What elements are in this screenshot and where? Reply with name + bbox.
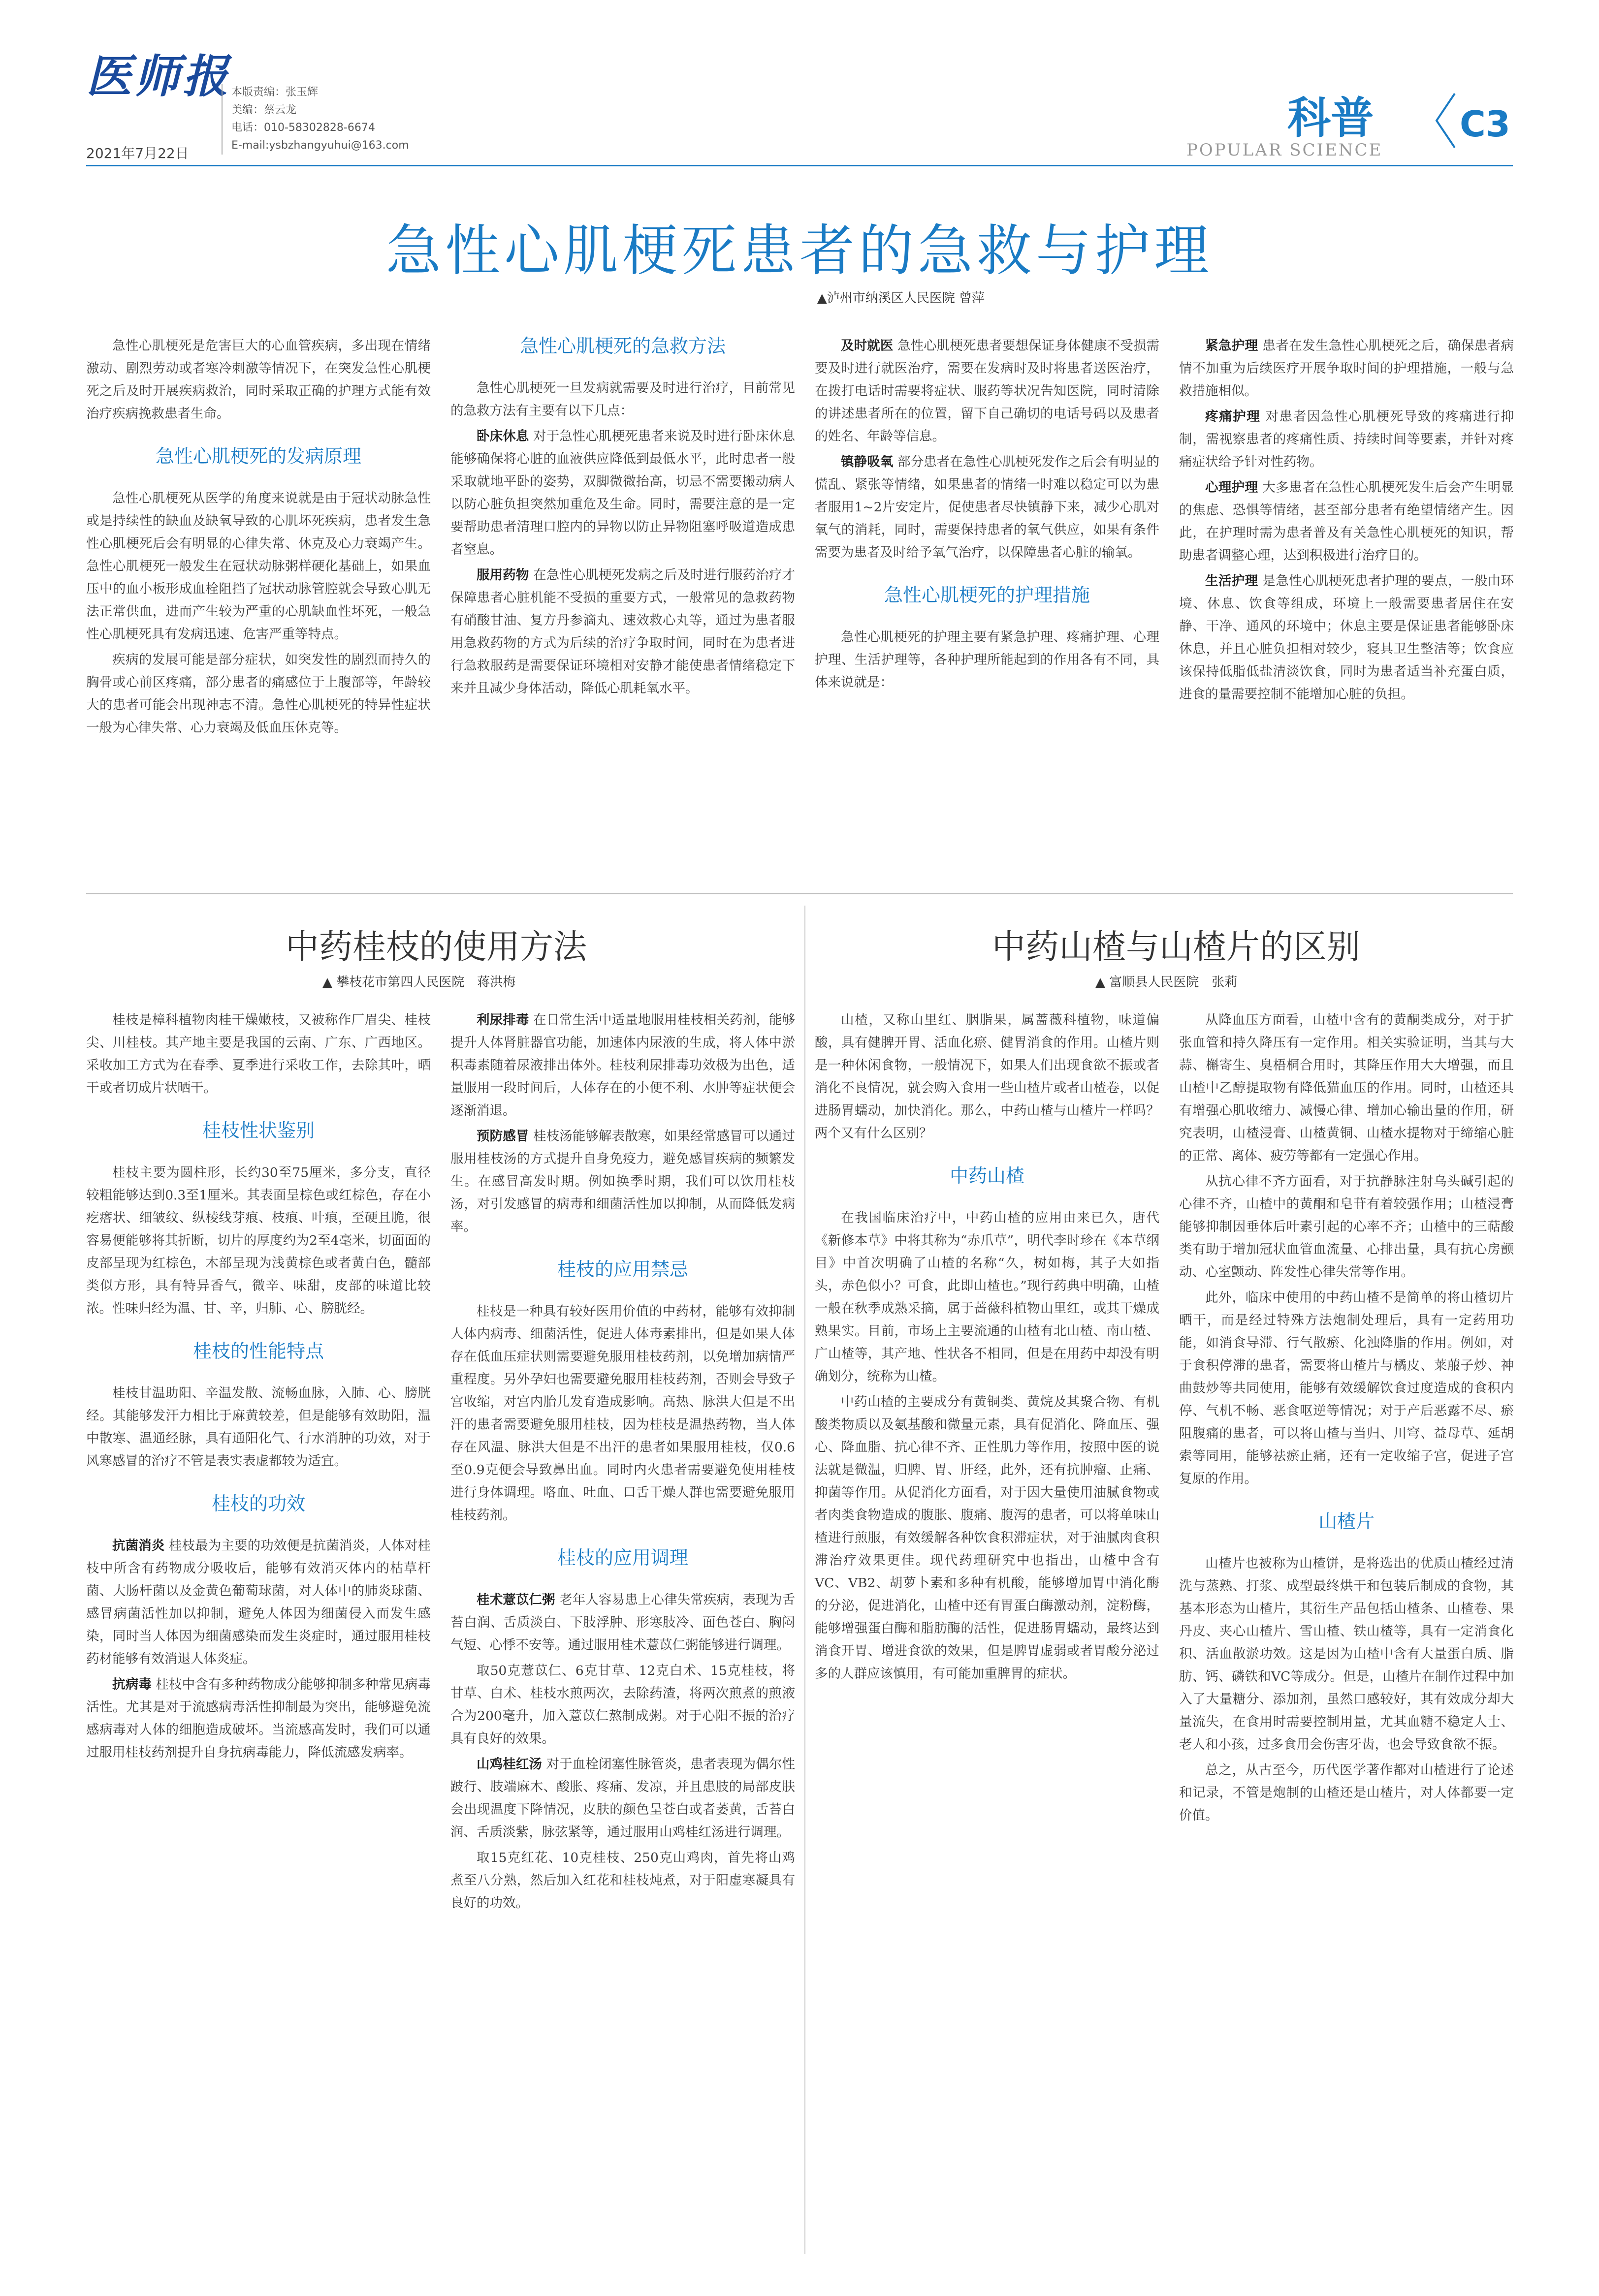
keyword: 利尿排毒 <box>477 1012 529 1028</box>
paragraph: 从抗心律不齐方面看，对于抗静脉注射乌头碱引起的心律不齐，山楂中的黄酮和皂苷有着较强作用；山楂浸膏能够抑制因垂体后叶素引起的心率不齐；山楂中的三萜酸类有助于增加冠状血管血流量、心排出量，具有抗心房颤动、心室颤动、阵发性心律失常等作用。 <box>1179 1174 1514 1280</box>
article-byline: ▲ 富顺县人民医院 张莉 <box>1095 975 1238 990</box>
issue-date: 2021年7月22日 <box>86 145 189 161</box>
article-title: 中药山楂与山楂片的区别 <box>992 928 1361 967</box>
keyword: 桂术薏苡仁粥 <box>477 1592 555 1607</box>
editor-info-line: 电话：010-58302828-6674 <box>231 122 375 134</box>
keyword: 预防感冒 <box>477 1129 529 1144</box>
paragraph <box>450 1589 795 1657</box>
paragraph <box>450 1009 795 1122</box>
paragraph: 急性心肌梗死是危害巨大的心血管疾病，多出现在情绪激动、剧烈劳动或者寒冷刺激等情况下，在突发急性心肌梗死之后及时开展疾病救治，同时采取正确的护理方式能有效治疗疾病挽救患者生命。 <box>86 338 431 421</box>
paragraph: 桂枝甘温助阳、辛温发散、流畅血脉，入肺、心、膀胱经。其能够发汗力相比于麻黄较差，但是能够有效助阳，温中散寒、温通经脉，具有通阳化气、行水消肿的功效，对于风寒感冒的治疗不管是表实表虚都较为适宜。 <box>86 1385 431 1469</box>
article-byline: ▲泸州市纳溪区人民医院 曾萍 <box>817 291 985 306</box>
section-name-en: POPULAR SCIENCE <box>1186 140 1383 160</box>
section-heading: 山楂片 <box>1318 1510 1375 1532</box>
keyword: 抗菌消炎 <box>112 1538 165 1553</box>
paragraph <box>86 1673 431 1764</box>
paragraph-text: 在日常生活中适量地服用桂枝相关药剂，能够提升人体肾脏器官功能，加速体内尿液的生成，将人体中淤积毒素随着尿液排出体外。桂枝利尿排毒功效极为出色，适量服用一段时间后，人体存在的小便不利、水肿等症状便会逐渐消退。 <box>450 1012 795 1118</box>
paragraph: 山楂，又称山里红、胭脂果，属蔷薇科植物，味道偏酸，具有健脾开胃、活血化瘀、健胃消食的作用。山楂片则是一种休闲食物，一般情况下，如果人们出现食欲不振或者消化不良情况，就会购入食用一些山楂片或者山楂卷，以促进肠胃蠕动，加快消化。那么，中药山楂与山楂片一样吗？两个又有什么区别？ <box>815 1012 1159 1141</box>
paragraph: 取50克薏苡仁、6克甘草、12克白术、15克桂枝，将甘草、白术、桂枝水煎两次，去除药渣，将两次煎煮的煎液合为200毫升，加入薏苡仁熬制成粥。对于心阳不振的治疗具有良好的效果。 <box>450 1663 795 1746</box>
paragraph-text: 对于急性心肌梗死患者来说及时进行卧床休息能够确保将心脏的血液供应降低到最低水平，此时患者一般采取就地平卧的姿势，双脚微微抬高，切忌不需要搬动病人以防心脏负担突然加重危及生命。同时，需要注意的是一定要帮助患者清理口腔内的异物以防止异物阻塞呼吸道造成患者窒息。 <box>450 429 795 557</box>
paragraph: 桂枝是樟科植物肉桂干燥嫩枝，又被称作厂眉尖、桂枝尖、川桂枝。其产地主要是我国的云南、广东、广西地区。采收加工方式为在春季、夏季进行采收工作，去除其叶，晒干或者切成片状晒干。 <box>86 1012 431 1096</box>
paragraph: 急性心肌梗死从医学的角度来说就是由于冠状动脉急性或是持续性的缺血及缺氧导致的心肌坏死疾病，患者发生急性心肌梗死后会有明显的心律失常、休克及心力衰竭产生。急性心肌梗死一般发生在冠状动脉粥样硬化基础上，如果血压中的血小板形成血栓阻挡了冠状动脉管腔就会导致心肌无法正常供血，进而产生较为严重的心肌缺血性坏死，一般急性心肌梗死具有发病迅速、危害严重等特点。 <box>86 491 431 642</box>
paragraph: 在我国临床治疗中，中药山楂的应用由来已久，唐代《新修本草》中将其称为“赤爪草”，明代李时珍在《本草纲目》中首次明确了山楂的名称“久，树如梅，其子大如指头，赤色似小？可食，此即山楂也。”现行药典中明确，山楂一般在秋季成熟采摘，属于蔷薇科植物山里红，或其干燥成熟果实。目前，市场上主要流通的山楂有北山楂、南山楂、广山楂等，其产地、性状各不相同，但是在用药中却没有明确划分，统称为山楂。 <box>815 1210 1159 1384</box>
keyword: 疼痛护理 <box>1205 409 1261 424</box>
section-heading: 桂枝的功效 <box>211 1493 305 1514</box>
paragraph <box>86 1535 431 1670</box>
paragraph-text: 桂枝汤能够解表散寒，如果经常感冒可以通过服用桂枝汤的方式提升自身免疫力，避免感冒疾病的频繁发生。在感冒高发时期。例如换季时期，我们可以饮用桂枝汤，对引发感冒的病毒和细菌活性加以抑制，从而降低发病率。 <box>450 1129 795 1234</box>
paragraph-text: 桂枝中含有多种药物成分能够抑制多种常见病毒活性。尤其是对于流感病毒活性抑制最为突出，能够避免流感病毒对人体的细胞造成破坏。当流感高发时，我们可以通过服用桂枝药剂提升自身抗病毒能力，降低流感发病率。 <box>86 1677 431 1760</box>
paragraph: 取15克红花、10克桂枝、250克山鸡肉，首先将山鸡煮至八分熟，然后加入红花和桂枝炖煮，对于阳虚寒凝具有良好的功效。 <box>450 1850 795 1911</box>
keyword: 生活护理 <box>1205 573 1258 589</box>
paragraph-text: 大多患者在急性心肌梗死发生后会产生明显的焦虑、恐惧等情绪，甚至部分患者有绝望情绪产生。因此，在护理时需为患者普及有关急性心肌梗死的知识，帮助患者调整心理，达到积极进行治疗目的。 <box>1179 480 1514 563</box>
paragraph: 疾病的发展可能是部分症状，如突发性的剧烈而持久的胸骨或心前区疼痛，部分患者的痛感位于上腹部等，年龄较大的患者可能会出现神志不清。急性心肌梗死的特异性症状一般为心律失常、心力衰竭及低血压休克等。 <box>86 652 431 735</box>
section-heading: 桂枝的性能特点 <box>192 1340 324 1362</box>
paragraph-text: 患者在发生急性心肌梗死之后，确保患者病情不加重为后续医疗开展争取时间的护理措施，一般与急救措施相似。 <box>1179 338 1514 399</box>
article-title: 急性心肌梗死患者的急救与护理 <box>386 219 1213 283</box>
section-heading: 急性心肌梗死的急救方法 <box>519 335 726 357</box>
paragraph: 中药山楂的主要成分有黄铜类、黄烷及其聚合物、有机酸类物质以及氨基酸和微量元素，具有促消化、降血压、强心、降血脂、抗心律不齐、正性肌力等作用，按照中医的说法就是微温，归脾、胃、肝经，此外，还有抗肿瘤、止痛、抑菌等作用。从促消化方面看，对于因大量使用油腻食物或者肉类食物造成的腹胀、腹痛、腹泻的患者，可以将单味山楂进行煎服，有效缓解各种饮食积滞症状，对于油腻肉食积滞治疗效果更佳。现代药理研究中也指出，山楂中含有VC、VB2、胡萝卜素和多种有机酸，能够增加胃中消化酶的分泌，促进消化，山楂中还有胃蛋白酶激动剂，淀粉酶，能够增强蛋白酶和脂肪酶的活性，促进肠胃蠕动，最终达到消食开胃、增进食欲的效果，但是脾胃虚弱或者胃酸分泌过多的人群应该慎用，有可能加重脾胃的症状。 <box>815 1394 1159 1681</box>
article-column <box>86 1009 431 1767</box>
paragraph <box>1179 335 1514 403</box>
paragraph <box>1179 406 1514 473</box>
keyword: 山鸡桂红汤 <box>477 1757 543 1772</box>
section-heading: 急性心肌梗死的发病原理 <box>155 445 361 467</box>
section-heading: 桂枝的应用禁忌 <box>557 1258 688 1280</box>
section-heading: 急性心肌梗死的护理措施 <box>884 584 1090 606</box>
paragraph <box>1179 476 1514 567</box>
section-heading: 桂枝的应用调理 <box>557 1547 688 1569</box>
article-column <box>450 335 795 703</box>
paragraph-text: 在急性心肌梗死发病之后及时进行服药治疗才保障患者心脏机能不受损的重要方式，一般常见的急救药物有硝酸甘油、复方丹参滴丸、速效救心丸等，通过为患者服用急救药物的方式为后续的治疗争取时间，同时在为患者进行急救服药是需要保证环境相对安静才能使患者情绪稳定下来并且减少身体活动，降低心肌耗氧水平。 <box>450 567 795 696</box>
paragraph: 桂枝主要为圆柱形，长约30至75厘米，多分支，直径较粗能够达到0.3至1厘米。其表面呈棕色或红棕色，存在小疙瘩状、细皱纹、纵棱线芽痕、枝痕、叶痕，至硬且脆，很容易便能够将其折断，切片的厚度约为2至4毫米，切面面的皮部呈现为红棕色，木部呈现为浅黄棕色或者黄白色，髓部类似方形，具有特异香气，微辛、味甜，皮部的味道比较浓。性味归经为温、甘、辛，归肺、心、膀胱经。 <box>86 1165 431 1316</box>
article-column <box>815 335 1159 697</box>
article-byline: ▲ 攀枝花市第四人民医院 蒋洪梅 <box>322 975 516 990</box>
keyword: 心理护理 <box>1205 480 1258 495</box>
paragraph: 从降血压方面看，山楂中含有的黄酮类成分，对于扩张血管和持久降压有一定作用。相关实验证明，当其与大蒜、槲寄生、臭梧桐合用时，其降压作用大大增强，而且山楂中乙醇提取物有降低猫血压的作用。同时，山楂还具有增强心肌收缩力、减慢心律、增加心输出量的作用，研究表明，山楂浸膏、山楂黄铜、山楂水提物对于缔缩心脏的正常、离体、疲劳等都有一定强心作用。 <box>1179 1012 1514 1164</box>
paragraph: 桂枝是一种具有较好医用价值的中药材，能够有效抑制人体内病毒、细菌活性，促进人体毒素排出，但是如果人体存在低血压症状则需要避免服用桂枝药剂，以免增加病情严重程度。另外孕妇也需要避免服用桂枝药剂，否则会导致子宫收缩，对宫内胎儿发育造成影响。高热、脉洪大但是不出汗的患者需要避免服用桂枝，因为桂枝是温热药物，当人体存在风温、脉洪大但是不出汗的患者如果服用桂枝，仅0.6至0.9克便会导致鼻出血。同时内火患者需要避免使用桂枝进行身体调理。咯血、吐血、口舌干燥人群也需要避免服用桂枝药剂。 <box>450 1304 795 1523</box>
article-column <box>1179 1009 1514 1830</box>
paragraph-text: 老年人容易患上心律失常疾病，表现为舌苔白润、舌质淡白、下肢浮肿、形寒肢冷、面色苍白、胸闷气短、心悸不安等。通过服用桂术薏苡仁粥能够进行调理。 <box>450 1592 795 1653</box>
paragraph: 急性心肌梗死一旦发病就需要及时进行治疗，目前常见的急救方法有主要有以下几点： <box>450 380 795 418</box>
paragraph <box>815 335 1159 448</box>
page-number: C3 <box>1460 103 1510 145</box>
editor-info-line: 美编：蔡云龙 <box>231 104 297 116</box>
paragraph-text: 急性心肌梗死患者要想保证身体健康不受损需要及时进行就医治疗，需要在发病时及时将患者送医治疗，在拨打电话时需要将症状、服药等状况告知医院，同时清除的讲述患者所在的位置，留下自己确切的电话号码以及患者的姓名、年龄等信息。 <box>815 338 1159 444</box>
paragraph: 山楂片也被称为山楂饼，是将选出的优质山楂经过清洗与蒸熟、打浆、成型最终烘干和包装后制成的食物，其基本形态为山楂片，其衍生产品包括山楂条、山楂卷、果丹皮、夹心山楂片、雪山楂、铁山楂等，具有一定消食化积、活血散淤功效。这是因为山楂中含有大量蛋白质、脂肪、钙、磷铁和VC等成分。但是，山楂片在制作过程中加入了大量糖分、添加剂，虽然口感较好，其有效成分却大量流失，在食用时需要控制用量，尤其血糖不稳定人士、老人和小孩，过多食用会伤害牙齿，也会导致食欲不振。 <box>1179 1556 1514 1752</box>
editor-info <box>222 84 409 155</box>
keyword: 卧床休息 <box>477 429 529 444</box>
chevron-left-icon <box>1433 91 1457 150</box>
paragraph: 急性心肌梗死的护理主要有紧急护理、疼痛护理、心理护理、生活护理等，各种护理所能起到的作用各有不同，具体来说就是： <box>815 629 1159 690</box>
header-rule <box>86 165 1513 166</box>
keyword: 抗病毒 <box>112 1677 152 1692</box>
section-name: 科普 <box>1287 93 1375 143</box>
paragraph <box>450 1125 795 1238</box>
article-column <box>450 1009 795 1918</box>
article-title: 中药桂枝的使用方法 <box>286 928 587 967</box>
paragraph <box>815 451 1159 564</box>
keyword: 镇静吸氧 <box>841 454 894 470</box>
paragraph-text: 对患者因急性心肌梗死导致的疼痛进行抑制，需视察患者的疼痛性质、持续时间等要素，并针对疼痛症状给予针对性药物。 <box>1179 409 1514 470</box>
paragraph-text: 部分患者在急性心肌梗死发作之后会有明显的慌乱、紧张等情绪，如果患者的情绪一时难以稳定可以为患者服用1~2片安定片，促使患者尽快镇静下来，减少心肌对氧气的消耗，同时，需要保持患者的氧气供应，如果有条件需要为患者及时给予氧气治疗，以保障患者心脏的输氧。 <box>815 454 1159 560</box>
article-column <box>1179 335 1514 709</box>
column-divider <box>804 906 805 2254</box>
editor-info-line: 本版责编：张玉辉 <box>231 86 319 98</box>
section-heading: 桂枝性状鉴别 <box>202 1120 315 1141</box>
paragraph-text: 是急性心肌梗死患者护理的要点，一般由环境、休息、饮食等组成，环境上一般需要患者居住在安静、干净、通风的环境中；休息主要是保证患者能够卧床休息，并且心脏负担相对较少，寝具卫生整洁等；饮食应该保持低脂低盐清淡饮食，同时为患者适当补充蛋白质，进食的量需要控制不能增加心脏的负担。 <box>1179 573 1514 702</box>
keyword: 及时就医 <box>841 338 894 353</box>
paragraph <box>1179 570 1514 706</box>
paragraph <box>450 564 795 700</box>
paragraph: 总之，从古至今，历代医学著作都对山楂进行了论述和记录，不管是炮制的山楂还是山楂片，对人体都要一定价值。 <box>1179 1762 1514 1823</box>
article-column <box>815 1009 1159 1688</box>
section-heading: 中药山楂 <box>949 1165 1024 1187</box>
keyword: 服用药物 <box>477 567 529 583</box>
paragraph <box>450 1753 795 1844</box>
editor-info-line: E-mail:ysbzhangyuhui@163.com <box>231 139 409 152</box>
paragraph-text: 对于血栓闭塞性脉管炎，患者表现为偶尔性跛行、肢端麻木、酸胀、疼痛、发凉，并且患肢的局部皮肤会出现温度下降情况，皮肤的颜色呈苍白或者萎黄，舌苔白润、舌质淡紫，脉弦紧等，通过服用山鸡桂红汤进行调理。 <box>450 1757 795 1840</box>
paragraph-text: 桂枝最为主要的功效便是抗菌消炎，人体对桂枝中所含有药物成分吸收后，能够有效消灭体内的枯草杆菌、大肠杆菌以及金黄色葡萄球菌，对人体中的肺炎球菌、感冒病菌活性加以抑制，避免人体因为细菌侵入而发生感染，同时当人体因为细菌感染而发生炎症时，通过服用桂枝药材能够有效消退人体炎症。 <box>86 1538 431 1667</box>
keyword: 紧急护理 <box>1205 338 1258 353</box>
section-divider <box>86 893 1513 894</box>
paragraph: 此外，临床中使用的中药山楂不是简单的将山楂切片晒干，而是经过特殊方法炮制处理后，具有一定药用功能，如消食导滞、行气散瘀、化浊降脂的作用。例如，对于食积停滞的患者，需要将山楂片与橘皮、莱菔子炒、神曲鼓炒等共同使用，能够有效缓解饮食过度造成的食积内停、气机不畅、恶食呕逆等情况；对于产后恶露不尽、瘀阻腹痛的患者，可以将山楂与当归、川穹、益母草、延胡索等同用，能够祛瘀止痛，还有一定收缩子宫，促进子宫复原的作用。 <box>1179 1290 1514 1486</box>
newspaper-logo: 医师报 <box>86 50 231 103</box>
article-column <box>86 335 431 742</box>
paragraph <box>450 425 795 561</box>
